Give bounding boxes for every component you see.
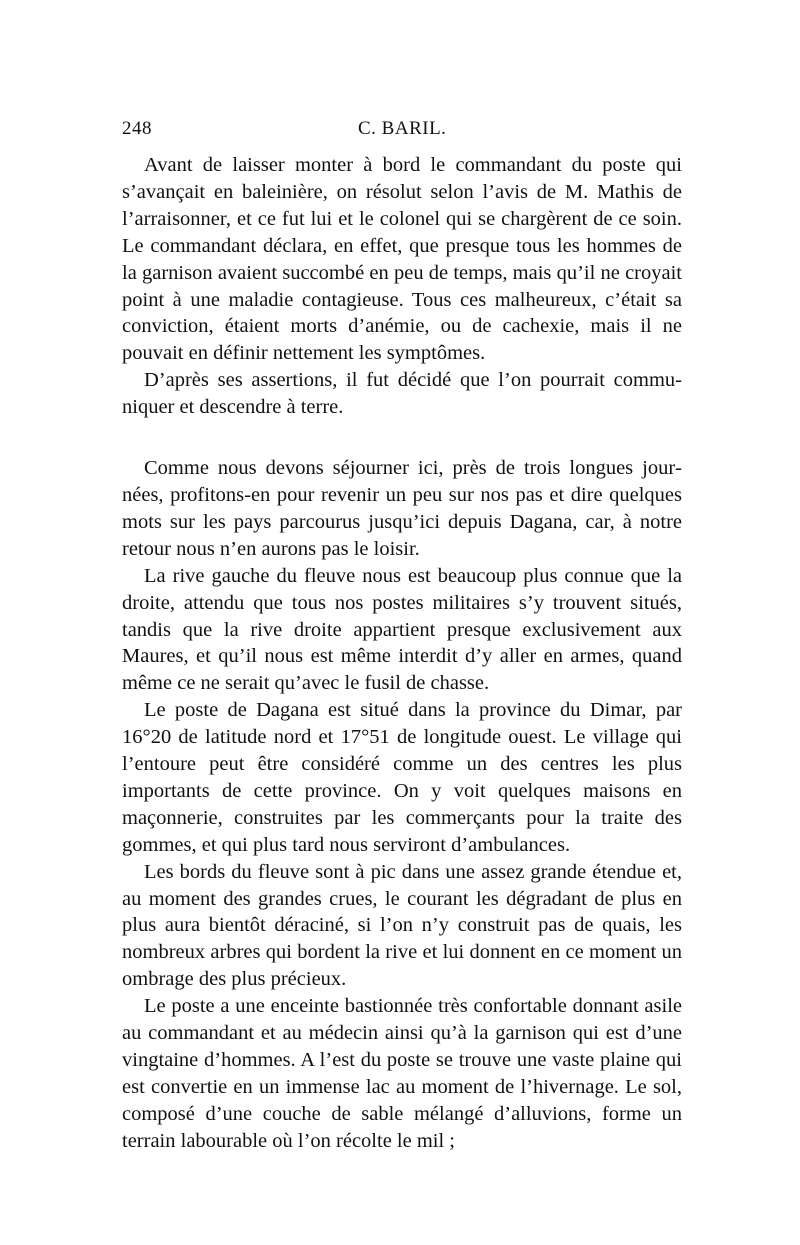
paragraph-poste-dagana: Le poste de Dagana est situé dans la province du Dimar, par 16°20 de latitude nord et 17°51 de longitude ouest. Le village qui l’entoure peut être considéré comme un des centres les plus importants de cette province. On y voit quelques maisons en maçonnerie, construites par les commerçants pour la traite des gommes, et qui plus tard nous serviront d’ambulances. — [122, 699, 682, 856]
paragraph-enceinte: Le poste a une enceinte bastionnée très confortable donnant asile au commandant et au médecin ainsi qu’à la garnison qui est d’une vingtaine d’hommes. A l’est du poste se trouve une vaste plaine qui est convertie en un immense lac au moment de l’hivernage. Le sol, composé d’une couche de sable mélangé d’alluvions, forme un terrain labourable où l’on récolte le mil ; — [122, 995, 682, 1152]
page-number: 248 — [122, 118, 152, 139]
running-head — [122, 118, 682, 152]
paragraph-arraisonnement: Avant de laisser monter à bord le commandant du poste qui s’avançait en baleinière, on résolut selon l’avis de M. Mathis de l’arraisonner, et ce fut lui et le colonel qui se chargèrent de ce soin. Le commandant déclara, en effet, que presque tous les hommes de la garnison avaient succombé en peu de temps, mais qu’il ne croyait point à une maladie contagieuse. Tous ces malheureux, c’était sa conviction, étaient morts d’anémie, ou de cachexie, mais il ne pouvait en définir nettement les symptômes. — [122, 154, 682, 365]
paragraph-rive-gauche: La rive gauche du fleuve nous est beaucoup plus connue que la droite, attendu que tous nos postes militaires s’y trouvent situés, tandis que la rive droite appartient presque exclusivement aux Maures, et qu’il nous est même interdit d’y aller en armes, quand même ce ne serait qu’avec le fusil de chasse. — [122, 564, 682, 695]
paragraph-sejour: Comme nous devons séjourner ici, près de trois longues journées, profitons-en pour revenir un peu sur nos pas et dire quelques mots sur les pays parcourus jusqu’ici depuis Dagana, car, à notre retour nous n’en aurons pas le loisir. — [122, 457, 682, 560]
paragraph-descendre-a-terre: D’après ses assertions, il fut décidé que l’on pourrait communiquer et descendre à terre. — [122, 369, 682, 419]
section-break — [122, 421, 682, 455]
book-page — [122, 118, 682, 1155]
paragraph-bords-du-fleuve: Les bords du fleuve sont à pic dans une assez grande étendue et, au moment des grandes crues, le courant les dégradant de plus en plus aura bientôt déraciné, si l’on n’y construit pas de quais, les nombreux arbres qui bordent la rive et lui donnent en ce moment un ombrage des plus précieux. — [122, 860, 682, 991]
running-title: C. BARIL. — [358, 118, 447, 139]
